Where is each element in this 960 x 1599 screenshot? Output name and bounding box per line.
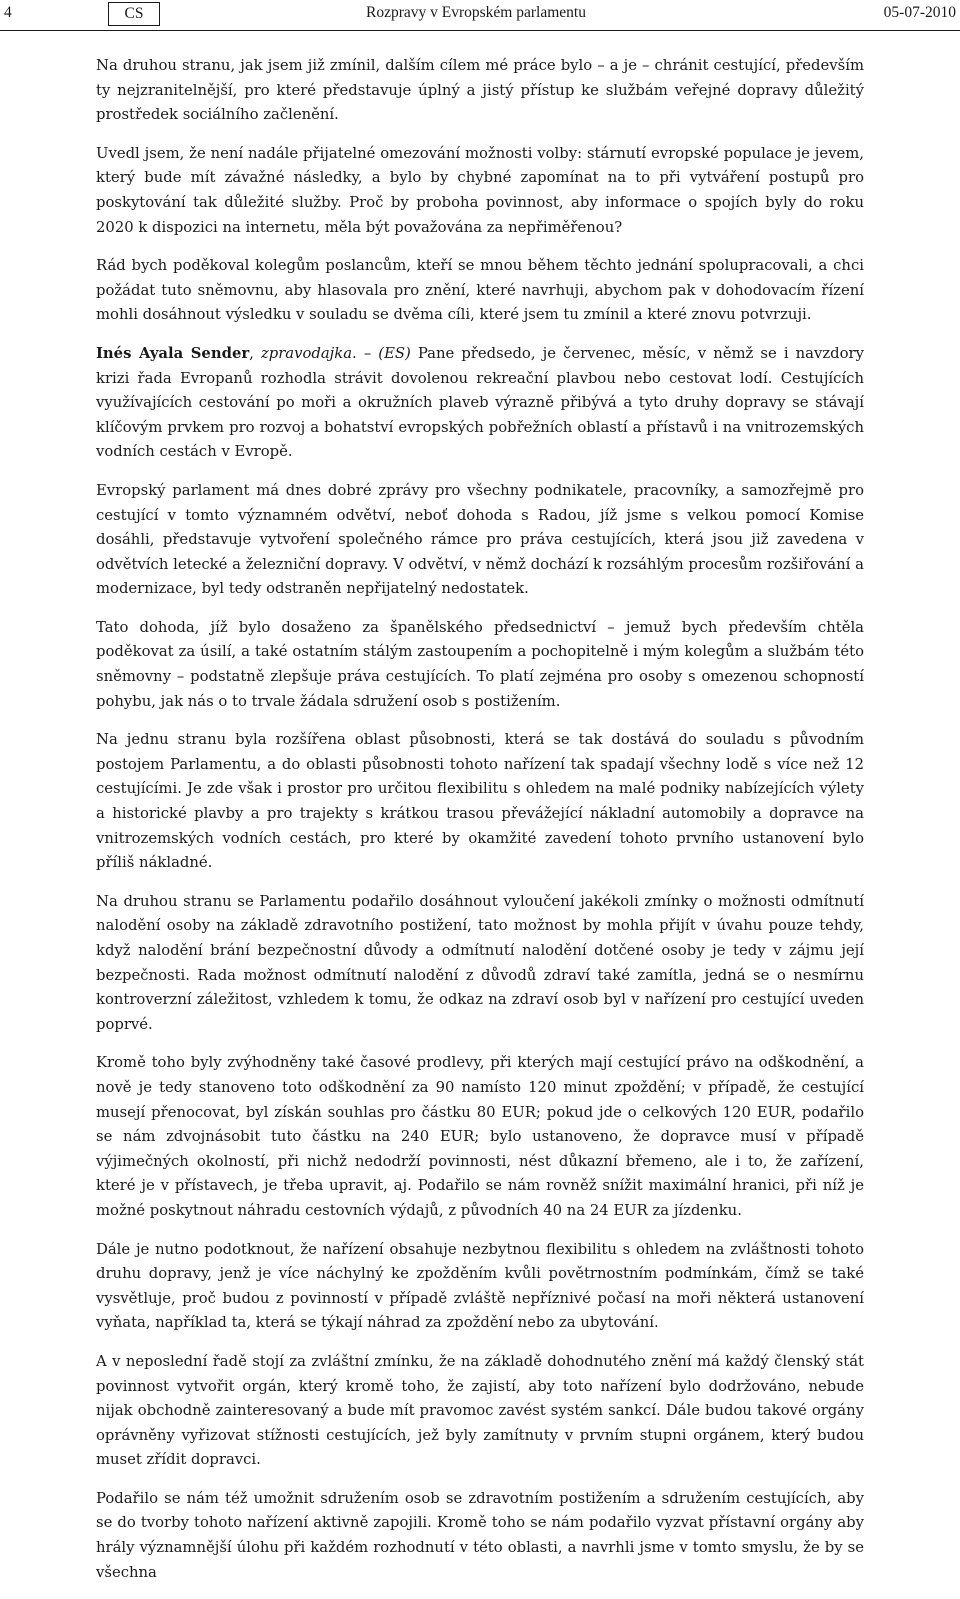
paragraph: A v neposlední řadě stojí za zvláštní zmínku, že na základě dohodnutého znění má každý členský stát povinnost vytvořit orgán, který kromě toho, že zajistí, aby toto nařízení bylo dodržováno, nebude nijak obchodně zainteresovaný a bude mít pravomoc zavést systém sankcí. Dále budou takové orgány oprávněny vyřizovat stížnosti cestujících, jež byly zamítnuty v prvním stupni orgánem, který budou muset zřídit dopravci. [96,1352,864,1469]
paragraph: Tato dohoda, jíž bylo dosaženo za španělského předsednictví – jemuž bych především chtěla poděkovat za úsilí, a také ostatním stálým zastoupením a pochopitelně i mým kolegům a službám této sněmovny – podstatně zlepšuje práva cestujících. To platí zejména pro osoby s omezenou schopností pohybu, jak nás o to trvale žádala sdružení osob s postižením. [96,618,864,710]
paragraph: Dále je nutno podotknout, že nařízení obsahuje nezbytnou flexibilitu s ohledem na zvláštnosti tohoto druhu dopravy, jenž je více náchylný ke zpožděním kvůli povětrnostním podmínkám, čímž se také vysvětluje, proč budou z povinností v případě zvláště nepříznivé počasí na moři některá ustanovení vyňata, například ta, která se týkají náhrad za zpoždění nebo za ubytování. [96,1240,864,1332]
paragraph: Evropský parlament má dnes dobré zprávy pro všechny podnikatele, pracovníky, a samozřejmě pro cestující v tomto významném odvětví, neboť dohoda s Radou, jíž jsme s velkou pomocí Komise dosáhli, představuje vytvoření společného rámce pro práva cestujících, která jsou již zavedena v odvětvích letecké a železniční dopravy. V odvětví, v němž dochází k rozsáhlým procesům rozšiřování a modernizace, byl tedy odstraněn nepřijatelný nedostatek. [96,481,864,598]
paragraph: Podařilo se nám též umožnit sdružením osob se zdravotním postižením a sdružením cestujících, aby se do tvorby tohoto nařízení aktivně zapojili. Kromě toho se nám podařilo vyzvat přístavní orgány aby hrály významnější úlohu při každém rozhodnutí v této oblasti, a navrhli jsme v tomto smyslu, že by se všechna [96,1489,864,1581]
paragraph: Kromě toho byly zvýhodněny také časové prodlevy, při kterých mají cestující právo na odškodnění, a nově je tedy stanoveno toto odškodnění za 90 namísto 120 minut zpoždění; v případě, že cestující musejí přenocovat, byl získán souhlas pro částku 80 EUR; pokud jde o celkových 120 EUR, podařilo se nám zdvojnásobit tuto částku na 240 EUR; bylo ustanoveno, že dopravce musí v případě výjimečných okolností, při nichž nedodrží povinnosti, nést důkazní břemeno, ale i to, že zařízení, které je v přístavech, je třeba upravit, aj. Podařilo se nám rovněž snížit maximální hranici, při níž je možné poskytnout náhradu cestovních výdajů, z původních 40 na 24 EUR za jízdenku. [96,1054,864,1219]
speaker-name: Inés Ayala Sender [96,344,250,362]
publication-date: 05-07-2010 [883,4,956,21]
paragraph: Na druhou stranu, jak jsem již zmínil, dalším cílem mé práce bylo – a je – chránit cestující, především ty nejzranitelnější, pro které představuje úplný a jistý přístup ke službám veřejné dopravy důležitý prostředek sociálního začlenění. [96,57,864,124]
paragraph: Rád bych poděkoval kolegům poslancům, kteří se mnou během těchto jednání spolupracovali, a chci požádat tuto sněmovnu, aby hlasovala pro znění, které navrhuji, abychom pak v dohodovacím řízení mohli dosáhnout výsledku v souladu se dvěma cíli, které jsem tu zmínil a které znovu potvrzuji. [96,257,864,324]
speaker-role: zpravodajka. [260,344,357,362]
speaker-paragraph: Inés Ayala Sender, zpravodajka. – (ES) Pane předsedo, je červenec, měsíc, v němž se i navzdory krizi řada Evropanů rozhodla strávit dovolenou rekreační plavbou nebo cestovat lodí. Cestujících využívajících cestování po moři a okružních plaveb výrazně přibývá a tyto druhy dopravy se stávají klíčovým prvkem pro rozvoj a bohatství evropských pobřežních oblastí a přístavů i na vnitrozemských vodních cestách v Evropě. [96,344,864,461]
page-header [0,0,960,30]
journal-title: Rozpravy v Evropském parlamentu [366,4,586,21]
paragraph: Na druhou stranu se Parlamentu podařilo dosáhnout vyloučení jakékoli zmínky o možnosti odmítnutí nalodění osoby na základě zdravotního postižení, tato možnost by mohla přijít v úvahu pouze tehdy, když nalodění brání bezpečnostní důvody a odmítnutí nalodění dotčené osoby je tedy v zájmu její bezpečnosti. Rada možnost odmítnutí nalodění z důvodů zdraví také zamítla, jedná se o nesmírnu kontroverzní záležitost, vzhledem k tomu, že odkaz na zdraví osob byl v nařízení pro cestující uveden poprvé. [96,892,864,1033]
page-number: 4 [4,4,12,21]
paragraph: Uvedl jsem, že není nadále přijatelné omezování možnosti volby: stárnutí evropské populace je jevem, který bude mít závažné následky, a bylo by chybné zapomínat na to při vytváření postupů pro poskytování tak důležité služby. Proč by proboha povinnost, aby informace o spojích byly do roku 2020 k dispozici na internetu, měla být považována za nepřiměřenou? [96,144,864,236]
document-body [96,54,864,1599]
header-rule [0,30,960,31]
speaker-text: Pane předsedo, je červenec, měsíc, v němž se i navzdory krizi řada Evropanů rozhodla strávit dovolenou rekreační plavbou nebo cestovat lodí. Cestujících využívajících cestování po moři a okružních plaveb výrazně přibývá a tyto druhy dopravy se stávají klíčovým prvkem pro rozvoj a bohatství evropských pobřežních oblastí a přístavů i na vnitrozemských vodních cestách v Evropě. [96,344,864,461]
paragraph: Na jednu stranu byla rozšířena oblast působnosti, která se tak dostává do souladu s původním postojem Parlamentu, a do oblasti působnosti tohoto nařízení tak spadají všechny lodě s více než 12 cestujícími. Je zde však i prostor pro určitou flexibilitu s ohledem na malé podniky nabízejících výlety a historické plavby a pro trajekty s krátkou trasou převážející nákladní automobily a dopravce na vnitrozemských vodních cestách, pro které by okamžité zavedení tohoto prvního ustanovení bylo příliš nákladné. [96,731,864,872]
language-code-box: CS [108,2,160,26]
speaker-language: (ES) [378,344,411,362]
